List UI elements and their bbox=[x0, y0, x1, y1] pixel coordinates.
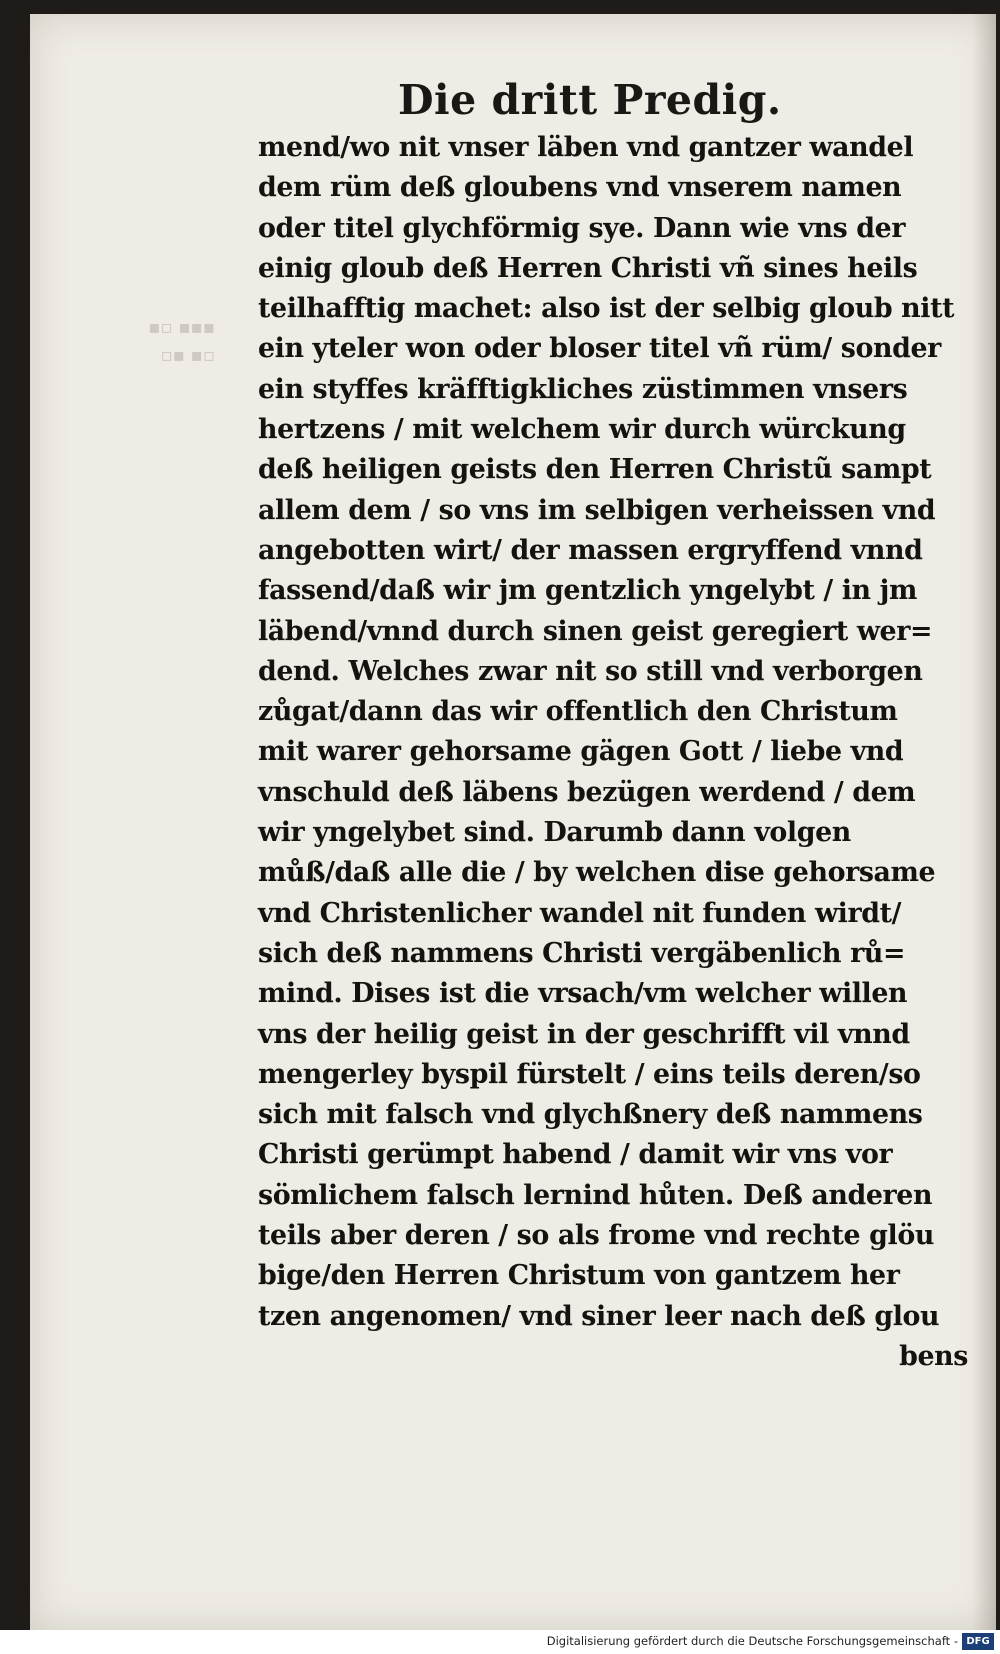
text-line: dem rüm deß gloubens vnd vnserem namen bbox=[258, 172, 902, 204]
text-line: můß/daß alle die / by welchen dise gehorsame bbox=[258, 857, 936, 889]
footer-bar bbox=[0, 1630, 1000, 1654]
text-line: teilhafftig machet: also ist der selbig gloub nitt bbox=[258, 293, 955, 325]
text-line: fassend/daß wir jm gentzlich yngelybt / in jm bbox=[258, 575, 917, 607]
text-line: allem dem / so vns im selbigen verheissen vnd bbox=[258, 494, 936, 526]
text-line: angebotten wirt/ der massen ergryffend vnnd bbox=[258, 534, 923, 566]
catchword: bens bbox=[899, 1340, 969, 1372]
text-line: deß heiligen geists den Herren Christũ sampt bbox=[258, 454, 932, 486]
text-line: sich deß nammens Christi vergäbenlich rů= bbox=[258, 937, 906, 969]
text-line: teils aber deren / so als frome vnd rechte glöu bbox=[258, 1220, 934, 1252]
text-line: dend. Welches zwar nit so still vnd verborgen bbox=[258, 655, 923, 687]
text-line: sich mit falsch vnd glychßnery deß nammens bbox=[258, 1099, 923, 1131]
text-block bbox=[258, 128, 978, 1377]
funding-notice: Digitalisierung gefördert durch die Deutsche Forschungsgemeinschaft - bbox=[546, 1634, 958, 1648]
text-line: vnschuld deß läbens bezügen werdend / dem bbox=[258, 776, 916, 808]
text-line: läbend/vnnd durch sinen geist geregiert wer= bbox=[258, 615, 933, 647]
text-line: sömlichem falsch lernind hůten. Deß anderen bbox=[258, 1179, 933, 1211]
text-line: Christi gerümpt habend / damit wir vns vor bbox=[258, 1139, 893, 1171]
running-header: Die dritt Predig. bbox=[398, 76, 782, 124]
text-line: oder titel glychförmig sye. Dann wie vns der bbox=[258, 212, 906, 244]
text-line: ein yteler won oder bloser titel vñ rüm/ sonder bbox=[258, 333, 941, 365]
text-line: wir yngelybet sind. Darumb dann volgen bbox=[258, 817, 851, 849]
bleed-through-marks: ▪▪▪ ▫▪ ▫▪ ▪▫ bbox=[148, 317, 215, 366]
text-line: zůgat/dann das wir offentlich den Christum bbox=[258, 696, 898, 728]
text-line: vns der heilig geist in der geschrifft vil vnnd bbox=[258, 1018, 910, 1050]
text-line: bige/den Herren Christum von gantzem her bbox=[258, 1260, 900, 1292]
text-line: hertzens / mit welchem wir durch würckung bbox=[258, 414, 906, 446]
text-line: mengerley byspil fürstelt / eins teils deren/so bbox=[258, 1058, 921, 1090]
text-line: mind. Dises ist die vrsach/vm welcher willen bbox=[258, 978, 908, 1010]
dfg-logo-icon: DFG bbox=[962, 1633, 994, 1650]
text-line: tzen angenomen/ vnd siner leer nach deß glou bbox=[258, 1300, 940, 1332]
text-line: vnd Christenlicher wandel nit funden wirdt/ bbox=[258, 897, 902, 929]
text-line: ein styffes kräfftigkliches züstimmen vnsers bbox=[258, 373, 908, 405]
text-line: mit warer gehorsame gägen Gott / liebe vnd bbox=[258, 736, 904, 768]
text-line: einig gloub deß Herren Christi vñ sines heils bbox=[258, 252, 918, 284]
text-line: mend/wo nit vnser läben vnd gantzer wandel bbox=[258, 132, 914, 163]
